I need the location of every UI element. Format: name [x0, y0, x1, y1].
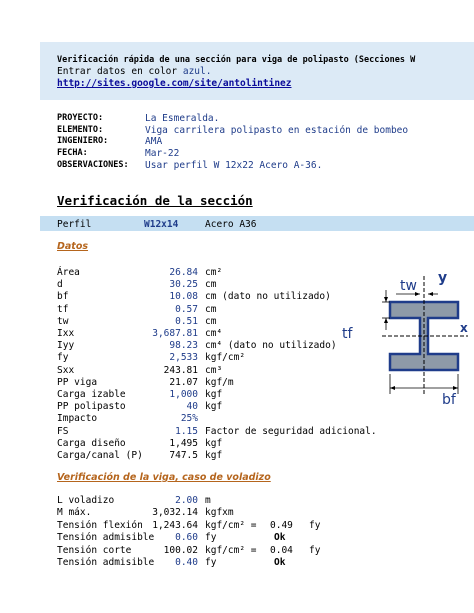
datos-label: tw: [57, 315, 69, 327]
verif-title: Verificación de la viga, caso de voladizo: [57, 472, 271, 483]
datos-value[interactable]: 1,000: [169, 389, 198, 400]
datos-label: Carga izable: [57, 389, 126, 400]
datos-label: Impacto: [57, 413, 98, 425]
sheet-title: Verificación rápida de una sección para viga de polipasto (Secciones W: [57, 55, 416, 65]
instructions-highlight: azul.: [182, 66, 212, 77]
project-label: OBSERVACIONES:: [57, 159, 129, 170]
perfil-label: Perfil: [57, 219, 92, 230]
verif-value[interactable]: 0.60: [175, 532, 198, 544]
datos-unit: cm: [205, 303, 217, 315]
perfil-steel: Acero A36: [205, 219, 257, 230]
axis-x-label: x: [460, 321, 468, 335]
project-label: ELEMENTO:: [57, 124, 104, 135]
datos-value: 243.81: [163, 364, 198, 376]
instructions: [57, 66, 211, 77]
datos-value[interactable]: 10.08: [169, 291, 198, 303]
datos-value[interactable]: 40: [186, 401, 198, 413]
project-value[interactable]: Mar-22: [145, 148, 180, 160]
datos-value[interactable]: 26.84: [169, 267, 198, 278]
axis-y-label: y: [438, 270, 448, 286]
project-value[interactable]: La Esmeralda.: [145, 113, 220, 124]
datos-unit: cm: [205, 279, 217, 291]
verif-unit: fy: [205, 532, 217, 544]
verif-unit: fy: [205, 557, 217, 568]
datos-value: 747.5: [169, 450, 198, 461]
verif-ratio: Ok: [274, 557, 286, 568]
datos-label: Área: [57, 267, 80, 278]
datos-value[interactable]: 3,687.81: [152, 328, 198, 339]
verif-ratio-unit: fy: [309, 544, 321, 556]
datos-label: Sxx: [57, 364, 75, 376]
verif-value: 3,032.14: [152, 507, 198, 519]
datos-unit: kgf/cm²: [205, 352, 246, 364]
tw-label: tw: [400, 278, 417, 294]
datos-label: fy: [57, 352, 69, 364]
datos-value[interactable]: 1.15: [175, 425, 198, 437]
verif-label: Tensión admisible: [57, 557, 155, 568]
tf-label: tf: [342, 326, 353, 342]
datos-unit: kgf: [205, 389, 223, 400]
verif-ratio: Ok: [274, 532, 286, 544]
verif-ratio: 0.04: [270, 544, 293, 556]
datos-label: Carga diseño: [57, 437, 126, 449]
datos-label: Carga/canal (P): [57, 450, 143, 461]
datos-value[interactable]: 98.23: [169, 340, 198, 352]
verif-value: 1,243.64: [152, 519, 198, 531]
datos-label: d: [57, 279, 63, 291]
datos-value[interactable]: 2,533: [169, 352, 198, 364]
project-label: FECHA:: [57, 148, 88, 159]
verif-label: Tensión corte: [57, 544, 132, 556]
section-title: Verificación de la sección: [57, 193, 253, 208]
datos-unit: cm⁴: [205, 328, 223, 339]
datos-unit: kgf: [205, 401, 223, 413]
verif-label: Tensión flexión: [57, 519, 143, 531]
datos-unit: Factor de seguridad adicional.: [205, 425, 377, 437]
datos-value: 1,495: [169, 437, 198, 449]
verif-value: 100.02: [163, 544, 198, 556]
verif-value[interactable]: 2.00: [175, 495, 198, 506]
instructions-prefix: Entrar datos en color: [57, 66, 183, 77]
datos-label: tf: [57, 303, 69, 315]
datos-unit: kgf: [205, 450, 223, 461]
datos-label: PP polipasto: [57, 401, 126, 413]
verif-label: M máx.: [57, 507, 92, 519]
datos-unit: cm: [205, 315, 217, 327]
datos-label: Ixx: [57, 328, 75, 339]
datos-value[interactable]: 0.51: [175, 315, 198, 327]
datos-unit: cm²: [205, 267, 223, 278]
project-value[interactable]: Viga carrilera polipasto en estación de bombeo: [145, 124, 409, 136]
perfil-value[interactable]: W12x14: [144, 219, 179, 230]
datos-value[interactable]: 30.25: [169, 279, 198, 291]
verif-ratio: 0.49: [270, 519, 293, 531]
verif-value[interactable]: 0.40: [175, 557, 198, 568]
datos-label: bf: [57, 291, 69, 303]
datos-value[interactable]: 25%: [180, 413, 198, 425]
datos-value: 21.07: [169, 376, 198, 388]
verif-label: Tensión admisible: [57, 532, 155, 544]
datos-label: Iyy: [57, 340, 75, 352]
project-label: INGENIERO:: [57, 136, 109, 147]
w-section-figure: [338, 262, 474, 412]
verif-unit: kgf/cm² =: [205, 544, 257, 556]
perfil-band: [40, 216, 474, 231]
project-label: PROYECTO:: [57, 113, 104, 123]
datos-unit: kgf: [205, 437, 223, 449]
datos-unit: cm³: [205, 364, 223, 376]
bf-label: bf: [442, 392, 456, 408]
datos-title: Datos: [57, 241, 89, 252]
verif-unit: kgfxm: [205, 507, 234, 519]
verif-ratio-unit: fy: [309, 519, 321, 531]
verif-unit: kgf/cm² =: [205, 519, 257, 531]
site-link[interactable]: http://sites.google.com/site/antolintinez: [57, 78, 292, 89]
verif-label: L voladizo: [57, 495, 115, 506]
project-value[interactable]: Usar perfil W 12x22 Acero A-36.: [145, 159, 323, 171]
datos-label: FS: [57, 425, 69, 437]
datos-unit: cm (dato no utilizado): [205, 291, 331, 303]
datos-unit: kgf/m: [205, 376, 234, 388]
project-value[interactable]: AMA: [145, 136, 163, 148]
datos-unit: cm⁴ (dato no utilizado): [205, 340, 337, 352]
datos-label: PP viga: [57, 376, 98, 388]
datos-value[interactable]: 0.57: [175, 303, 198, 315]
verif-unit: m: [205, 495, 211, 506]
